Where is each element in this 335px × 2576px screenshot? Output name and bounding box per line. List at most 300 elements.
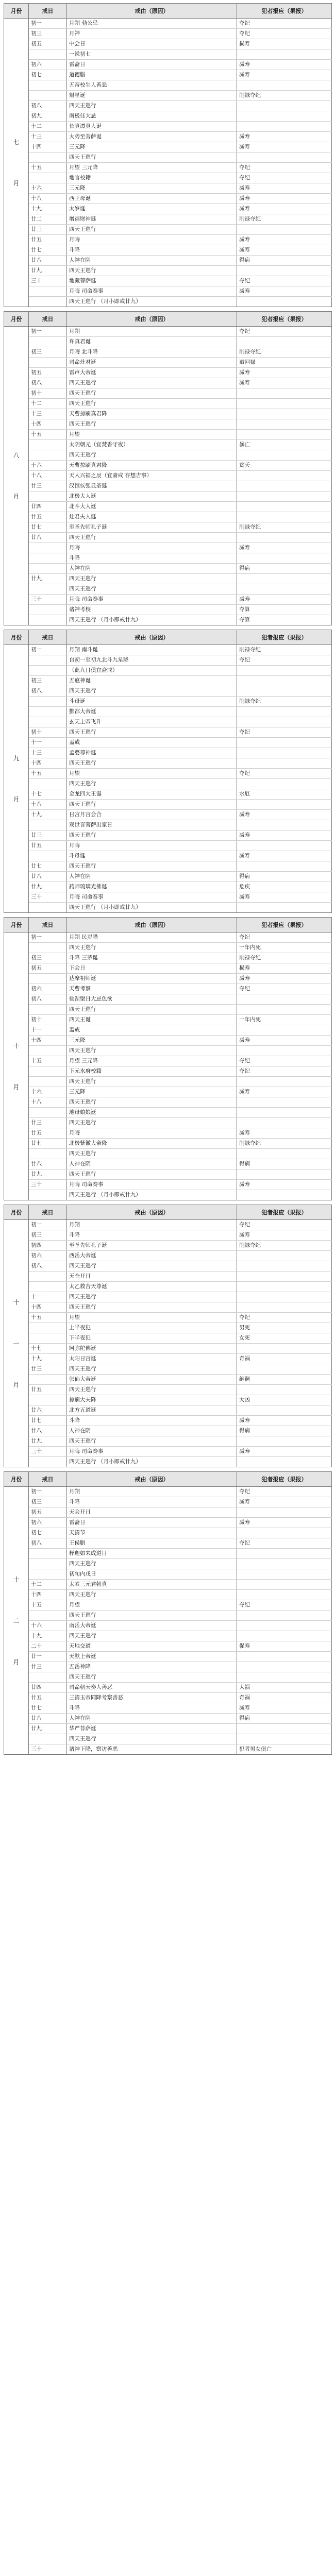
column-header: 月份: [4, 1472, 29, 1487]
day-cell: 廿九: [29, 1436, 67, 1447]
day-cell: 初四: [29, 1241, 67, 1251]
column-header: 月份: [4, 4, 29, 19]
reason-cell: 月晦: [67, 1128, 237, 1139]
day-cell: 十二: [29, 122, 67, 132]
consequence-cell: 减寿: [237, 204, 332, 214]
table-row: [4, 1077, 332, 1087]
reason-cell: 月晦 司命奏事: [67, 1180, 237, 1190]
consequence-cell: 减寿: [237, 892, 332, 903]
day-cell: 廿七: [29, 245, 67, 256]
reason-cell: 西岳大帝诞: [67, 1251, 237, 1261]
table-row: [4, 1436, 332, 1447]
day-cell: 廿八: [29, 1714, 67, 1724]
table-header-row: [4, 918, 332, 933]
table-row: [4, 1036, 332, 1046]
reason-cell: 四天王巡行: [67, 388, 237, 399]
day-cell: 初八: [29, 994, 67, 1005]
consequence-cell: 夺纪: [237, 655, 332, 666]
consequence-cell: 削禄夺纪: [237, 953, 332, 963]
table-row: [4, 1241, 332, 1251]
consequence-cell: [237, 111, 332, 122]
table-row: [4, 872, 332, 882]
day-cell: 三十: [29, 276, 67, 286]
reason-cell: 月晦: [67, 841, 237, 851]
consequence-cell: [237, 800, 332, 810]
table-row: [4, 861, 332, 872]
day-cell: 十六: [29, 1621, 67, 1631]
table-row: [4, 882, 332, 892]
day-cell: 初五: [29, 368, 67, 378]
table-row: [4, 676, 332, 686]
column-header: 戒日: [29, 1205, 67, 1220]
day-cell: 十五: [29, 430, 67, 440]
day-cell: 廿九: [29, 266, 67, 276]
reason-cell: 达摩祖师诞: [67, 974, 237, 984]
day-cell: 初一: [29, 645, 67, 655]
reason-cell: 诸神考校: [67, 605, 237, 615]
consequence-cell: 得病: [237, 872, 332, 882]
reason-cell: 四天王巡行: [67, 399, 237, 409]
consequence-cell: 减寿: [237, 1230, 332, 1241]
table-row: [4, 1724, 332, 1734]
consequence-cell: [237, 419, 332, 430]
day-cell: [29, 974, 67, 984]
consequence-cell: 遭回禄: [237, 358, 332, 368]
consequence-cell: 减寿: [237, 235, 332, 245]
reason-cell: 四天王巡行: [67, 727, 237, 738]
table-row: [4, 892, 332, 903]
table-row: [4, 841, 332, 851]
day-cell: 十四: [29, 419, 67, 430]
consequence-cell: 夺纪: [237, 984, 332, 994]
day-cell: 十八: [29, 194, 67, 204]
reason-cell: 月望 三元降: [67, 163, 237, 173]
reason-cell: 地母娘娘诞: [67, 1108, 237, 1118]
month-cell: [4, 19, 29, 307]
consequence-cell: 减寿: [237, 810, 332, 820]
table-row: [4, 297, 332, 307]
day-cell: 十四: [29, 1590, 67, 1600]
consequence-cell: 夺纪: [237, 1313, 332, 1323]
month-cell: [4, 645, 29, 913]
reason-cell: 三元降: [67, 142, 237, 152]
consequence-cell: 大祸: [237, 1683, 332, 1693]
reason-cell: 南岳大帝诞: [67, 1621, 237, 1631]
consequence-cell: 夺算: [237, 605, 332, 615]
table-row: [4, 378, 332, 388]
consequence-cell: [237, 1580, 332, 1590]
day-cell: 廿八: [29, 1426, 67, 1436]
consequence-cell: [237, 1528, 332, 1538]
reason-cell: 四天王巡行: [67, 1118, 237, 1128]
reason-cell: 四天王巡行: [67, 861, 237, 872]
day-cell: 初六: [29, 1251, 67, 1261]
consequence-cell: [237, 820, 332, 831]
consequence-cell: 男死: [237, 1323, 332, 1333]
table-row: [4, 1302, 332, 1313]
consequence-cell: 削禄夺纪: [237, 1241, 332, 1251]
reason-cell: 月望: [67, 430, 237, 440]
column-header: 犯者报应（果报）: [237, 1472, 332, 1487]
consequence-cell: [237, 1097, 332, 1108]
day-cell: 廿三: [29, 225, 67, 235]
reason-cell: 三元降: [67, 1087, 237, 1097]
reason-cell: 四天王巡行: [67, 574, 237, 584]
day-cell: [29, 1559, 67, 1569]
table-row: [4, 1087, 332, 1097]
table-row: [4, 1693, 332, 1703]
table-row: [4, 1734, 332, 1744]
day-cell: 廿五: [29, 1693, 67, 1703]
column-header: 犯者报应（果报）: [237, 1205, 332, 1220]
table-row: [4, 1518, 332, 1528]
day-cell: [29, 543, 67, 553]
column-header: 犯者报应（果报）: [237, 918, 332, 933]
table-row: [4, 1631, 332, 1641]
consequence-cell: [237, 430, 332, 440]
month-table: [4, 630, 332, 913]
table-row: [4, 1170, 332, 1180]
day-cell: 十二: [29, 399, 67, 409]
reason-cell: 天曹考察: [67, 984, 237, 994]
day-cell: [29, 80, 67, 91]
reason-cell: 四天王巡行: [67, 779, 237, 789]
column-header: 戒由（原因）: [67, 1472, 237, 1487]
month-table: [4, 311, 332, 625]
reason-cell: 天猷上帝诞: [67, 1652, 237, 1662]
consequence-cell: 减寿: [237, 286, 332, 297]
table-row: [4, 70, 332, 80]
day-cell: 廿五: [29, 1385, 67, 1395]
table-row: [4, 60, 332, 70]
consequence-cell: [237, 1724, 332, 1734]
day-cell: 十三: [29, 748, 67, 758]
day-cell: 十五: [29, 1056, 67, 1066]
column-header: 戒由（原因）: [67, 4, 237, 19]
consequence-cell: 损寿: [237, 39, 332, 49]
table-row: [4, 1025, 332, 1036]
day-cell: [29, 1005, 67, 1015]
table-row: [4, 101, 332, 111]
day-cell: 十五: [29, 1313, 67, 1323]
day-cell: [29, 1272, 67, 1282]
column-header: 戒日: [29, 630, 67, 645]
day-cell: [29, 297, 67, 307]
reason-cell: 药师琉璃光佛诞: [67, 882, 237, 892]
table-row: [4, 1354, 332, 1364]
reason-cell: 四天王巡行: [67, 378, 237, 388]
table-row: [4, 697, 332, 707]
reason-cell: 四天王巡行: [67, 943, 237, 953]
day-cell: 初六: [29, 60, 67, 70]
column-header: 犯者报应（果报）: [237, 312, 332, 327]
day-cell: [29, 1611, 67, 1621]
table-row: [4, 994, 332, 1005]
column-header: 戒日: [29, 4, 67, 19]
reason-cell: 人神在阴: [67, 564, 237, 574]
reason-cell: 五瘟神诞: [67, 676, 237, 686]
consequence-cell: 犯者男女俱亡: [237, 1744, 332, 1755]
consequence-cell: 夺纪: [237, 727, 332, 738]
month-table: [4, 917, 332, 1200]
table-row: [4, 1580, 332, 1590]
table-row: [4, 481, 332, 492]
table-row: [4, 430, 332, 440]
reason-cell: 月望 三元降: [67, 1056, 237, 1066]
reason-cell: 四天王巡行: [67, 1005, 237, 1015]
reason-cell: 月望: [67, 769, 237, 779]
day-cell: 初五: [29, 1507, 67, 1518]
reason-cell: 一说初七: [67, 49, 237, 60]
reason-cell: 天人兴福之辰（宜斋戒 存想吉事）: [67, 471, 237, 481]
reason-cell: 月晦: [67, 543, 237, 553]
table-row: [4, 1703, 332, 1714]
month-label: 九月: [13, 754, 20, 803]
reason-cell: 四天王巡行: [67, 1261, 237, 1272]
consequence-cell: [237, 1077, 332, 1087]
reason-cell: 掠刷大夫降: [67, 1395, 237, 1405]
day-cell: [29, 358, 67, 368]
table-row: [4, 851, 332, 861]
reason-cell: 人神在阴: [67, 1714, 237, 1724]
day-cell: 廿九: [29, 1170, 67, 1180]
table-header-row: [4, 1472, 332, 1487]
consequence-cell: [237, 1559, 332, 1569]
reason-cell: 汉恒侯张显圣诞: [67, 481, 237, 492]
table-row: [4, 1005, 332, 1015]
reason-cell: 三元降: [67, 1036, 237, 1046]
day-cell: [29, 1108, 67, 1118]
reason-cell: 四天王巡行 （月小即戒廿九）: [67, 297, 237, 307]
reason-cell: 斗降: [67, 1703, 237, 1714]
consequence-cell: [237, 1344, 332, 1354]
day-cell: 初三: [29, 953, 67, 963]
reason-cell: 斗母诞: [67, 851, 237, 861]
consequence-cell: [237, 1457, 332, 1467]
table-header-row: [4, 630, 332, 645]
table-row: [4, 245, 332, 256]
day-cell: 初三: [29, 676, 67, 686]
consequence-cell: [237, 1005, 332, 1015]
reason-cell: 四天王巡行: [67, 266, 237, 276]
consequence-cell: 减寿: [237, 183, 332, 194]
consequence-cell: [237, 903, 332, 913]
reason-cell: 中会日: [67, 39, 237, 49]
consequence-cell: 夺纪: [237, 29, 332, 39]
table-row: [4, 1683, 332, 1693]
consequence-cell: 减寿: [237, 245, 332, 256]
table-row: [4, 1056, 332, 1066]
reason-cell: 北方五道诞: [67, 1405, 237, 1416]
column-header: 戒日: [29, 312, 67, 327]
consequence-cell: [237, 471, 332, 481]
reason-cell: 诸神下降，察访善恶: [67, 1744, 237, 1755]
table-row: [4, 132, 332, 142]
consequence-cell: [237, 49, 332, 60]
reason-cell: 月望: [67, 1600, 237, 1611]
table-row: [4, 450, 332, 461]
reason-cell: 北极大人诞: [67, 492, 237, 502]
table-row: [4, 142, 332, 152]
table-row: [4, 440, 332, 450]
table-row: [4, 1744, 332, 1755]
consequence-cell: 得病: [237, 1159, 332, 1170]
day-cell: 廿六: [29, 1405, 67, 1416]
table-row: [4, 194, 332, 204]
consequence-cell: [237, 1569, 332, 1580]
table-row: [4, 1333, 332, 1344]
reason-cell: 月晦 司命奏事: [67, 595, 237, 605]
column-header: 犯者报应（果报）: [237, 630, 332, 645]
table-row: [4, 963, 332, 974]
day-cell: 初八: [29, 378, 67, 388]
consequence-cell: [237, 717, 332, 727]
consequence-cell: [237, 152, 332, 163]
consequence-cell: 促寿: [237, 1641, 332, 1652]
table-row: [4, 1190, 332, 1200]
consequence-cell: [237, 1118, 332, 1128]
reason-cell: 四天王巡行: [67, 686, 237, 697]
table-row: [4, 1180, 332, 1190]
month-table: [4, 1471, 332, 1755]
day-cell: [29, 1077, 67, 1087]
day-cell: 廿七: [29, 1139, 67, 1149]
day-cell: 十六: [29, 1087, 67, 1097]
table-row: [4, 769, 332, 779]
table-row: [4, 1641, 332, 1652]
table-row: [4, 399, 332, 409]
day-cell: 十八: [29, 800, 67, 810]
day-cell: 初六: [29, 984, 67, 994]
day-cell: 十四: [29, 142, 67, 152]
day-cell: [29, 707, 67, 717]
reason-cell: 许真君诞: [67, 337, 237, 347]
consequence-cell: 减寿: [237, 132, 332, 142]
consequence-cell: 大凶: [237, 1395, 332, 1405]
reason-cell: 四天王巡行: [67, 1170, 237, 1180]
table-row: [4, 533, 332, 543]
day-cell: [29, 492, 67, 502]
consequence-cell: 削禄夺纪: [237, 645, 332, 655]
day-cell: 三十: [29, 1180, 67, 1190]
table-row: [4, 337, 332, 347]
reason-cell: 玄天上帝飞升: [67, 717, 237, 727]
table-row: [4, 1549, 332, 1559]
month-table: [4, 1205, 332, 1467]
table-row: [4, 1611, 332, 1621]
consequence-cell: [237, 1251, 332, 1261]
consequence-cell: 夺纪: [237, 163, 332, 173]
reason-cell: 四天王巡行: [67, 1077, 237, 1087]
reason-cell: 北斗大人诞: [67, 502, 237, 512]
consequence-cell: [237, 1170, 332, 1180]
consequence-cell: 夺算: [237, 615, 332, 625]
consequence-cell: [237, 707, 332, 717]
reason-cell: 自初一至初九北斗九星降: [67, 655, 237, 666]
table-row: [4, 1621, 332, 1631]
day-cell: [29, 943, 67, 953]
reason-cell: 四天王巡行: [67, 1149, 237, 1159]
reason-cell: 雷斋日: [67, 1518, 237, 1528]
consequence-cell: 女死: [237, 1333, 332, 1344]
reason-cell: 月晦 司命奏事: [67, 892, 237, 903]
consequence-cell: [237, 533, 332, 543]
day-cell: [29, 450, 67, 461]
table-row: [4, 152, 332, 163]
day-cell: 廿七: [29, 861, 67, 872]
day-cell: [29, 1395, 67, 1405]
reason-cell: 下元水府校籍: [67, 1066, 237, 1077]
reason-cell: 太岁诞: [67, 204, 237, 214]
day-cell: [29, 91, 67, 101]
consequence-cell: [237, 1149, 332, 1159]
table-row: [4, 953, 332, 963]
consequence-cell: [237, 666, 332, 676]
reason-cell: 四天王巡行: [67, 1046, 237, 1056]
table-row: [4, 1672, 332, 1683]
day-cell: [29, 1282, 67, 1292]
reason-cell: 司命灶君诞: [67, 358, 237, 368]
consequence-cell: 减寿: [237, 851, 332, 861]
reason-cell: 魁星诞: [67, 91, 237, 101]
reason-cell: 太素三元君朝真: [67, 1580, 237, 1590]
consequence-cell: 减寿: [237, 595, 332, 605]
day-cell: 廿三: [29, 1364, 67, 1375]
consequence-cell: [237, 101, 332, 111]
reason-cell: 四天王巡行: [67, 1436, 237, 1447]
day-cell: [29, 1066, 67, 1077]
consequence-cell: 减寿: [237, 974, 332, 984]
table-row: [4, 1230, 332, 1241]
reason-cell: 四天王巡行 （月小即戒廿九）: [67, 615, 237, 625]
reason-cell: 佛涅槃日大忌色欲: [67, 994, 237, 1005]
table-row: [4, 1405, 332, 1416]
month-label: 十二月: [13, 1575, 20, 1666]
month-label: 十月: [13, 1042, 20, 1091]
day-cell: [29, 553, 67, 564]
reason-cell: 四天王巡行: [67, 1559, 237, 1569]
table-row: [4, 748, 332, 758]
reason-cell: 灶君夫人诞: [67, 512, 237, 522]
consequence-cell: 夺纪: [237, 1538, 332, 1549]
day-cell: 廿九: [29, 574, 67, 584]
table-row: [4, 1015, 332, 1025]
consequence-cell: 得病: [237, 564, 332, 574]
consequence-cell: [237, 584, 332, 595]
consequence-cell: 减寿: [237, 194, 332, 204]
reason-cell: 天曹掠刷真君降: [67, 409, 237, 419]
reason-cell: 金龙四大王诞: [67, 789, 237, 800]
table-row: [4, 1097, 332, 1108]
day-cell: 初三: [29, 347, 67, 358]
table-row: [4, 820, 332, 831]
day-cell: 初八: [29, 101, 67, 111]
table-row: [4, 1385, 332, 1395]
consequence-cell: 危疾: [237, 882, 332, 892]
day-cell: 初十: [29, 727, 67, 738]
table-row: [4, 800, 332, 810]
table-row: [4, 666, 332, 676]
table-row: [4, 738, 332, 748]
reason-cell: 道德腊: [67, 70, 237, 80]
reason-cell: 月晦 司命奏事: [67, 286, 237, 297]
table-row: [4, 91, 332, 101]
consequence-cell: [237, 337, 332, 347]
day-cell: [29, 779, 67, 789]
table-row: [4, 727, 332, 738]
reason-cell: 上半夜犯: [67, 1323, 237, 1333]
day-cell: [29, 1333, 67, 1344]
